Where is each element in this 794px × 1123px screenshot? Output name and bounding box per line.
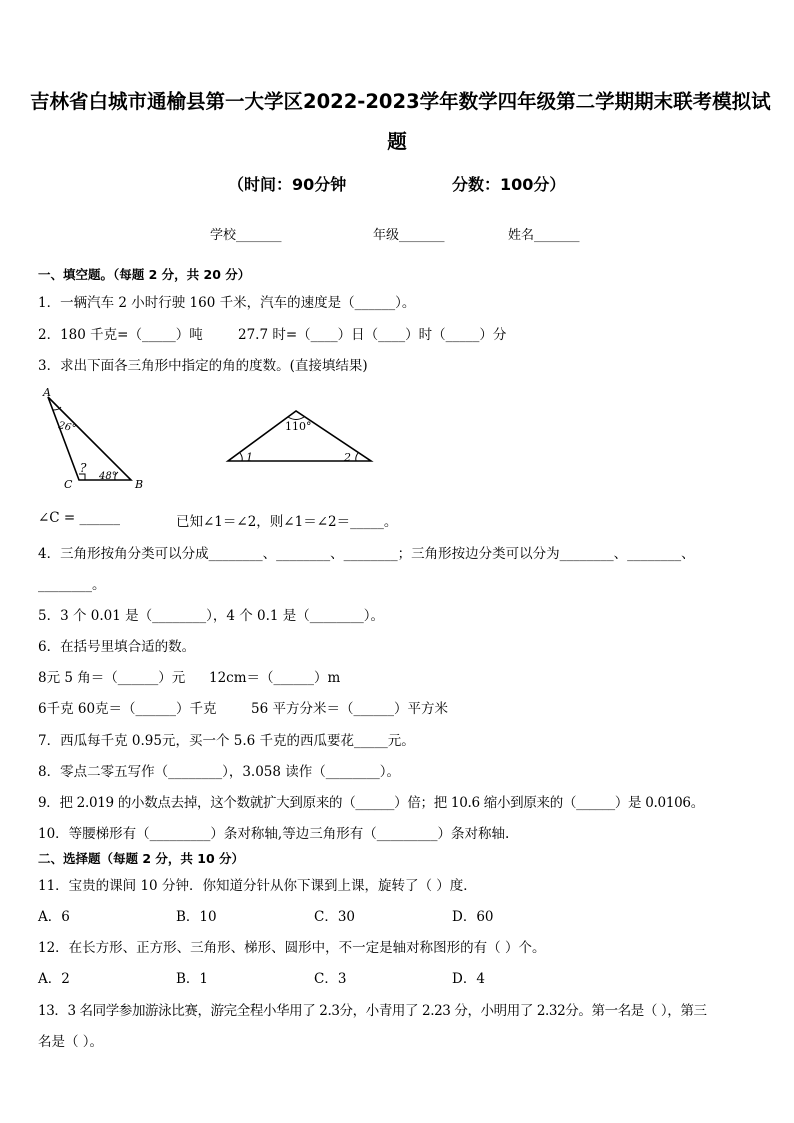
question-4-continued: ________。 (38, 577, 106, 593)
q11-option-c: C．30 (314, 909, 356, 925)
angle-top-label: 110° (285, 420, 312, 433)
grade-field: 年级_______ (373, 228, 445, 243)
question-3-answer-a: ∠C = ______ (38, 510, 121, 526)
name-field: 姓名_______ (508, 228, 580, 243)
label-c: C (64, 478, 73, 491)
triangle-obtuse (228, 411, 371, 464)
question-8: 8．零点二零五写作（________），3.058 读作（________）。 (38, 764, 401, 780)
question-13: 13．3 名同学参加游泳比赛，游完全程小华用了 2.3分，小青用了 2.23 分，小明用了 2.32分。第一名是（ ），第三 (38, 1003, 707, 1019)
triangle-abc (42, 386, 143, 491)
q12-option-a: A．2 (38, 971, 70, 987)
section-heading-multiple-choice: 二、选择题（每题 2 分，共 10 分） (38, 851, 245, 866)
question-12: 12．在长方形、正方形、三角形、梯形、圆形中，不一定是轴对称图形的有（ ）个。 (38, 940, 546, 956)
q11-option-a: A．6 (38, 909, 70, 925)
question-6: 6．在括号里填合适的数。 (38, 639, 196, 655)
angle-a-label: 26° (57, 420, 78, 435)
question-1: 1．一辆汽车 2 小时行驶 160 千米，汽车的速度是（______）。 (38, 295, 416, 311)
question-2a: 2．180 千克=（_____）吨 (38, 327, 203, 343)
exam-title-continued: 题 (387, 130, 407, 153)
angle-1-label: 1 (246, 451, 253, 464)
q12-option-b: B．1 (176, 971, 209, 987)
question-6c: 6千克 60克＝（______）千克 (38, 701, 217, 717)
exam-score: 分数：100分） (452, 175, 566, 194)
question-10: 10．等腰梯形有（_________）条对称轴,等边三角形有（_________）条对称轴. (38, 826, 510, 842)
angle-b-label: 48° (99, 471, 117, 482)
question-6b: 12cm＝（______）m (209, 670, 341, 686)
angle-c-label: ? (80, 461, 87, 475)
question-2b: 27.7 时=（____）日（____）时（_____）分 (238, 327, 507, 343)
section-heading-fill-blank: 一、填空题。（每题 2 分，共 20 分） (38, 267, 251, 282)
angle-2-label: 2 (344, 451, 351, 464)
school-field: 学校_______ (210, 228, 282, 243)
question-6a: 8元 5 角＝（______）元 (38, 670, 186, 686)
q11-option-d: D．60 (452, 909, 494, 925)
exam-time: （时间：90分钟 (228, 175, 347, 194)
question-11: 11．宝贵的课间 10 分钟．你知道分针从你下课到上课，旋转了（ ）度． (38, 878, 477, 894)
question-4: 4．三角形按角分类可以分成________、________、________；三角形按边分类可以分为________、________、 (38, 546, 695, 562)
question-9: 9．把 2.019 的小数点去掉，这个数就扩大到原来的（______）倍；把 10.6 缩小到原来的（______）是 0.0106。 (38, 795, 704, 811)
question-3: 3．求出下面各三角形中指定的角的度数。(直接填结果) (38, 358, 368, 374)
question-7: 7．西瓜每千克 0.95元，买一个 5.6 千克的西瓜要花_____元。 (38, 733, 415, 749)
q12-option-d: D．4 (452, 971, 485, 987)
exam-title: 吉林省白城市通榆县第一大学区2022-2023学年数学四年级第二学期期末联考模拟试 (30, 90, 771, 113)
question-6d: 56 平方分米＝（______）平方米 (251, 701, 448, 717)
q12-option-c: C．3 (314, 971, 347, 987)
triangle-figures (0, 380, 794, 500)
question-3-answer-b: 已知∠1＝∠2，则∠1＝∠2＝_____。 (176, 514, 398, 530)
question-13-continued: 名是（ ）。 (38, 1034, 104, 1050)
label-b: B (135, 478, 144, 491)
q11-option-b: B．10 (176, 909, 217, 925)
label-a: A (43, 386, 51, 399)
question-5: 5．3 个 0.01 是（________），4 个 0.1 是（________）。 (38, 608, 385, 624)
